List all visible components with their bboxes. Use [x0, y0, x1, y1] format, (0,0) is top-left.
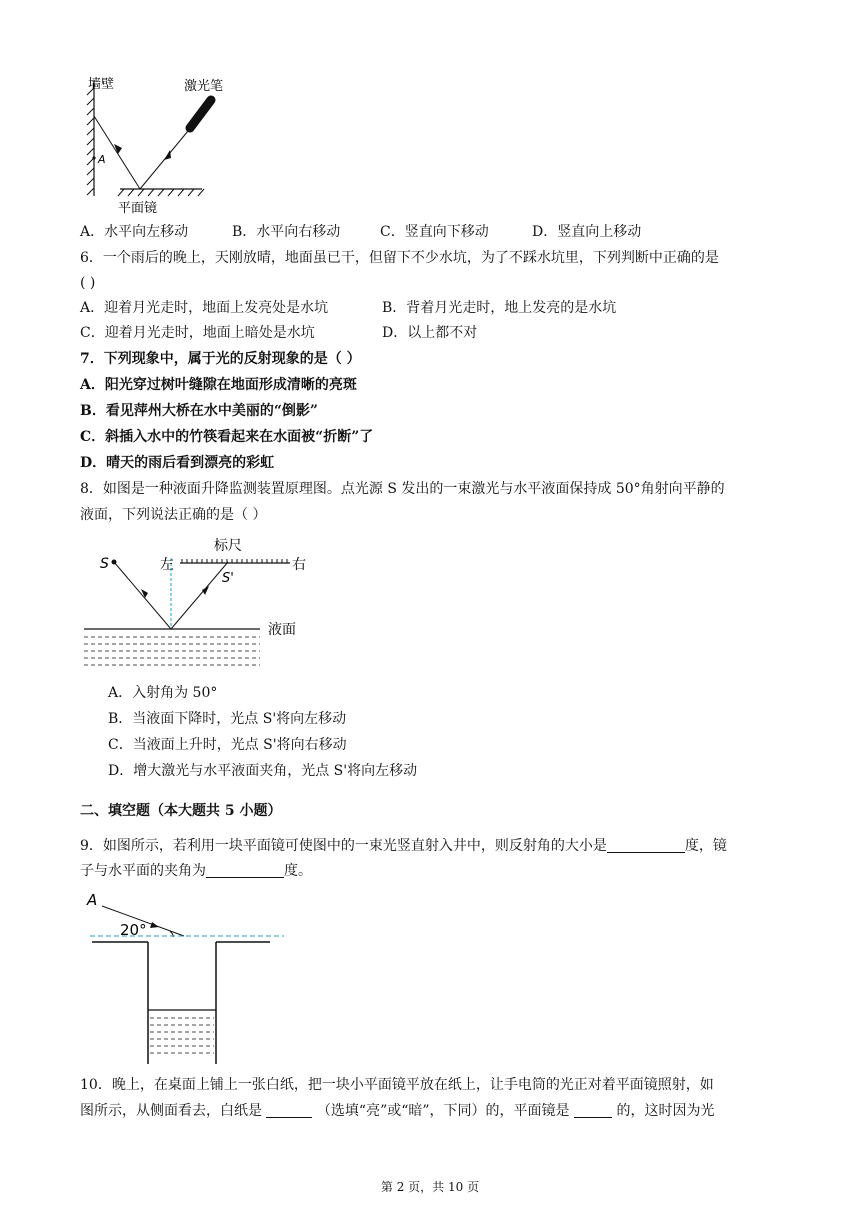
point-a-label: A: [98, 153, 106, 166]
q7-option-a: A．阳光穿过树叶缝隙在地面形成清晰的亮斑: [80, 377, 357, 393]
q10-stem-2b: （选填“亮”或“暗”，下同）的，平面镜是: [316, 1103, 570, 1119]
q10-stem-2c: 的，这时因为光: [616, 1103, 715, 1119]
q6-option-a: A．迎着月光走时，地面上发亮处是水坑: [80, 300, 329, 316]
q6-stem-1: 6．一个雨后的晚上，天刚放晴，地面虽已干，但留下不少水坑，为了不踩水坑里，下列判断中正确的是: [80, 250, 719, 266]
q8-option-c: C．当液面上升时，光点 S'将向右移动: [108, 737, 347, 753]
q8-option-a: A．入射角为 50°: [108, 685, 218, 701]
q10-blank-mirror[interactable]: [574, 1101, 612, 1118]
q10-stem-2a: 图所示，从侧面看去，白纸是: [80, 1103, 262, 1119]
well-figure: [84, 888, 294, 1068]
liquid-level-figure: [84, 532, 324, 672]
q7-stem: 7．下列现象中，属于光的反射现象的是（ ）: [80, 351, 361, 367]
spot-s-prime-label: S': [222, 571, 234, 586]
q9-blank-reflection-angle[interactable]: [607, 836, 685, 853]
angle-20-label: 20°: [120, 921, 147, 939]
q9-blank-mirror-angle[interactable]: [206, 861, 284, 878]
q9-stem-1b: 度，镜: [684, 838, 727, 854]
q9-stem-2b: 度。: [284, 863, 312, 879]
q9-stem-1a: 9．如图所示，若利用一块平面镜可使图中的一束光竖直射入井中，则反射角的大小是: [80, 838, 607, 854]
surface-label: 液面: [268, 622, 296, 638]
laser-wall-figure: [78, 68, 258, 218]
q7-option-c: C．斜插入水中的竹筷看起来在水面被“折断”了: [80, 429, 374, 445]
q6-option-d: D．以上都不对: [382, 325, 478, 341]
q8-stem-2: 液面，下列说法正确的是（ ）: [80, 507, 267, 523]
q6-option-b: B．背着月光走时，地上发亮的是水坑: [382, 300, 617, 316]
q7-option-d: D．晴天的雨后看到漂亮的彩虹: [80, 455, 275, 471]
q5-option-d: D．竖直向上移动: [532, 224, 642, 240]
left-label: 左: [160, 557, 174, 573]
q10-stem-1: 10．晚上，在桌面上铺上一张白纸，把一块小平面镜平放在纸上，让手电筒的光正对着平面镜照射，如: [80, 1077, 714, 1093]
q5-option-c: C．竖直向下移动: [380, 224, 489, 240]
q5-option-b: B．水平向右移动: [232, 224, 341, 240]
laser-pen-label: 激光笔: [184, 79, 224, 94]
q6-stem-2: ( ): [80, 275, 96, 291]
q9-stem-2a: 子与水平面的夹角为: [80, 863, 206, 879]
q8-option-b: B．当液面下降时，光点 S'将向左移动: [108, 711, 347, 727]
q10-stem-line-2: [80, 1101, 714, 1121]
ruler-label: 标尺: [214, 538, 242, 554]
right-label: 右: [292, 557, 306, 573]
section-heading: 二、填空题（本大题共 5 小题）: [80, 803, 282, 819]
q7-option-b: B．看见萍州大桥在水中美丽的“倒影”: [80, 403, 318, 419]
source-s-label: S: [100, 556, 109, 572]
ray-a-label: A: [87, 891, 98, 909]
q6-option-c: C．迎着月光走时，地面上暗处是水坑: [80, 325, 315, 341]
wall-label: 墙壁: [88, 77, 115, 92]
q9-stem-line-2: [80, 861, 312, 881]
q8-option-d: D．增大激光与水平液面夹角，光点 S'将向左移动: [108, 763, 418, 779]
q8-stem-1: 8．如图是一种液面升降监测装置原理图。点光源 S 发出的一束激光与水平液面保持成 50°角射向平静的: [80, 481, 725, 497]
q10-blank-paper[interactable]: [266, 1101, 312, 1118]
q9-stem-line-1: [80, 836, 727, 856]
q5-option-a: A．水平向左移动: [80, 224, 189, 240]
mirror-label: 平面镜: [118, 201, 158, 216]
page-footer: 第 2 页，共 10 页: [380, 1180, 480, 1194]
